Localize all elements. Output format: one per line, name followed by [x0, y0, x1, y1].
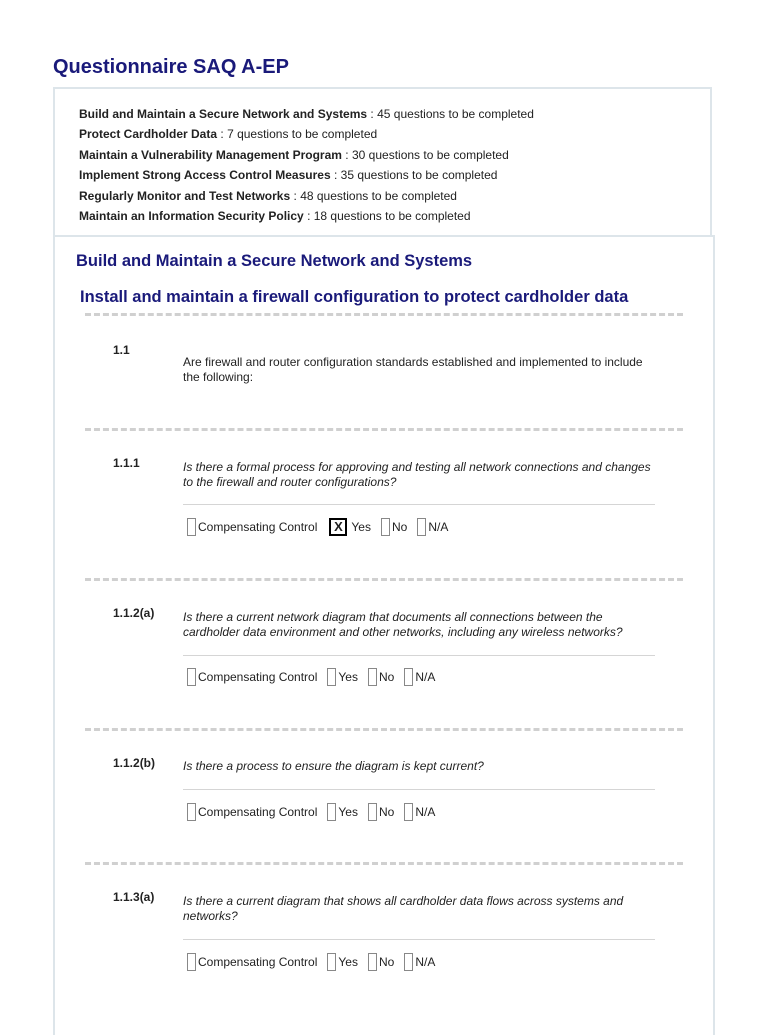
- yes-checkbox[interactable]: [327, 668, 336, 686]
- answer-rule: [183, 939, 655, 940]
- summary-section-name: Protect Cardholder Data: [79, 127, 218, 142]
- summary-count: 30 questions to be completed: [351, 147, 509, 162]
- question-number: 1.1.1: [113, 456, 140, 470]
- question-divider: [85, 428, 683, 431]
- question-number: 1.1.3(a): [113, 890, 155, 904]
- summary-row: [79, 206, 534, 226]
- summary-section-name: Implement Strong Access Control Measures: [79, 168, 331, 183]
- summary-count: 7 questions to be completed: [227, 127, 378, 142]
- answer-rule: [183, 504, 655, 505]
- summary-list: [79, 104, 534, 226]
- no-checkbox[interactable]: [368, 803, 377, 821]
- answer-options: [187, 951, 439, 973]
- summary-count: 35 questions to be completed: [340, 168, 498, 183]
- summary-section-name: Build and Maintain a Secure Network and Systems: [79, 107, 368, 121]
- question-divider: [85, 578, 683, 581]
- no-checkbox[interactable]: [368, 953, 377, 971]
- answer-rule: [183, 789, 655, 790]
- summary-section-name: Regularly Monitor and Test Networks: [79, 188, 291, 203]
- page-title: Questionnaire SAQ A-EP: [53, 56, 289, 78]
- na-checkbox[interactable]: [404, 668, 413, 686]
- summary-count: 18 questions to be completed: [313, 208, 471, 223]
- answer-options: [187, 516, 452, 538]
- question-number: 1.1: [113, 343, 130, 357]
- summary-separator: :: [345, 147, 349, 162]
- summary-separator: :: [307, 208, 311, 223]
- compensating-control-checkbox[interactable]: [187, 518, 196, 536]
- compensating-control-label: Compensating Control: [198, 520, 318, 534]
- summary-box: [53, 87, 712, 235]
- na-label: N/A: [415, 670, 436, 684]
- compensating-control-label: Compensating Control: [198, 670, 318, 684]
- no-checkbox[interactable]: [381, 518, 390, 536]
- summary-separator: :: [370, 107, 374, 121]
- yes-label: Yes: [338, 670, 358, 684]
- summary-row: [79, 145, 534, 165]
- summary-section-name: Maintain a Vulnerability Management Program: [79, 147, 342, 162]
- summary-separator: :: [293, 188, 297, 203]
- no-label: No: [378, 670, 395, 684]
- yes-checkbox-checked[interactable]: X: [329, 518, 347, 536]
- na-label: N/A: [415, 955, 436, 969]
- summary-separator: :: [220, 127, 224, 142]
- na-checkbox[interactable]: [404, 953, 413, 971]
- summary-section-name: Maintain an Information Security Policy: [79, 208, 304, 223]
- question-text: Are firewall and router configuration standards established and implemented to include the following:: [183, 355, 643, 384]
- subsection-heading: Install and maintain a firewall configuration to protect cardholder data: [80, 288, 629, 306]
- na-label: N/A: [415, 805, 436, 819]
- summary-row: [79, 186, 534, 206]
- yes-checkbox[interactable]: [327, 803, 336, 821]
- yes-label: Yes: [351, 520, 371, 534]
- summary-row: [79, 124, 534, 144]
- summary-row: [79, 104, 534, 124]
- question-divider: [85, 313, 683, 316]
- question-number: 1.1.2(a): [113, 606, 155, 620]
- yes-label: Yes: [338, 805, 358, 819]
- question-text: Is there a formal process for approving and testing all network connections and changes to the firewall and router configurations?: [183, 460, 651, 489]
- na-checkbox[interactable]: [417, 518, 426, 536]
- yes-label: Yes: [338, 955, 358, 969]
- summary-separator: :: [333, 168, 338, 183]
- compensating-control-checkbox[interactable]: [187, 668, 196, 686]
- na-checkbox[interactable]: [404, 803, 413, 821]
- compensating-control-label: Compensating Control: [198, 955, 318, 969]
- question-divider: [85, 728, 683, 731]
- yes-checkbox[interactable]: [327, 953, 336, 971]
- question-number: 1.1.2(b): [113, 756, 156, 770]
- summary-row: [79, 165, 534, 185]
- compensating-control-label: Compensating Control: [198, 805, 318, 819]
- no-label: No: [378, 955, 395, 969]
- question-text: Is there a current diagram that shows all cardholder data flows across systems and networks?: [183, 894, 624, 923]
- question-text: Is there a current network diagram that documents all connections between the cardholder data environment and other networks, including any wireless networks?: [183, 610, 623, 639]
- no-checkbox[interactable]: [368, 668, 377, 686]
- section-heading: Build and Maintain a Secure Network and Systems: [76, 252, 473, 270]
- answer-options: [187, 666, 439, 688]
- answer-options: [187, 801, 439, 823]
- na-label: N/A: [428, 520, 449, 534]
- answer-rule: [183, 655, 655, 656]
- question-divider: [85, 862, 683, 865]
- question-text: Is there a process to ensure the diagram is kept current?: [183, 759, 484, 773]
- no-label: No: [378, 805, 395, 819]
- compensating-control-checkbox[interactable]: [187, 953, 196, 971]
- summary-count: 48 questions to be completed: [300, 188, 457, 203]
- no-label: No: [391, 520, 408, 534]
- compensating-control-checkbox[interactable]: [187, 803, 196, 821]
- summary-count: 45 questions to be completed: [377, 107, 534, 121]
